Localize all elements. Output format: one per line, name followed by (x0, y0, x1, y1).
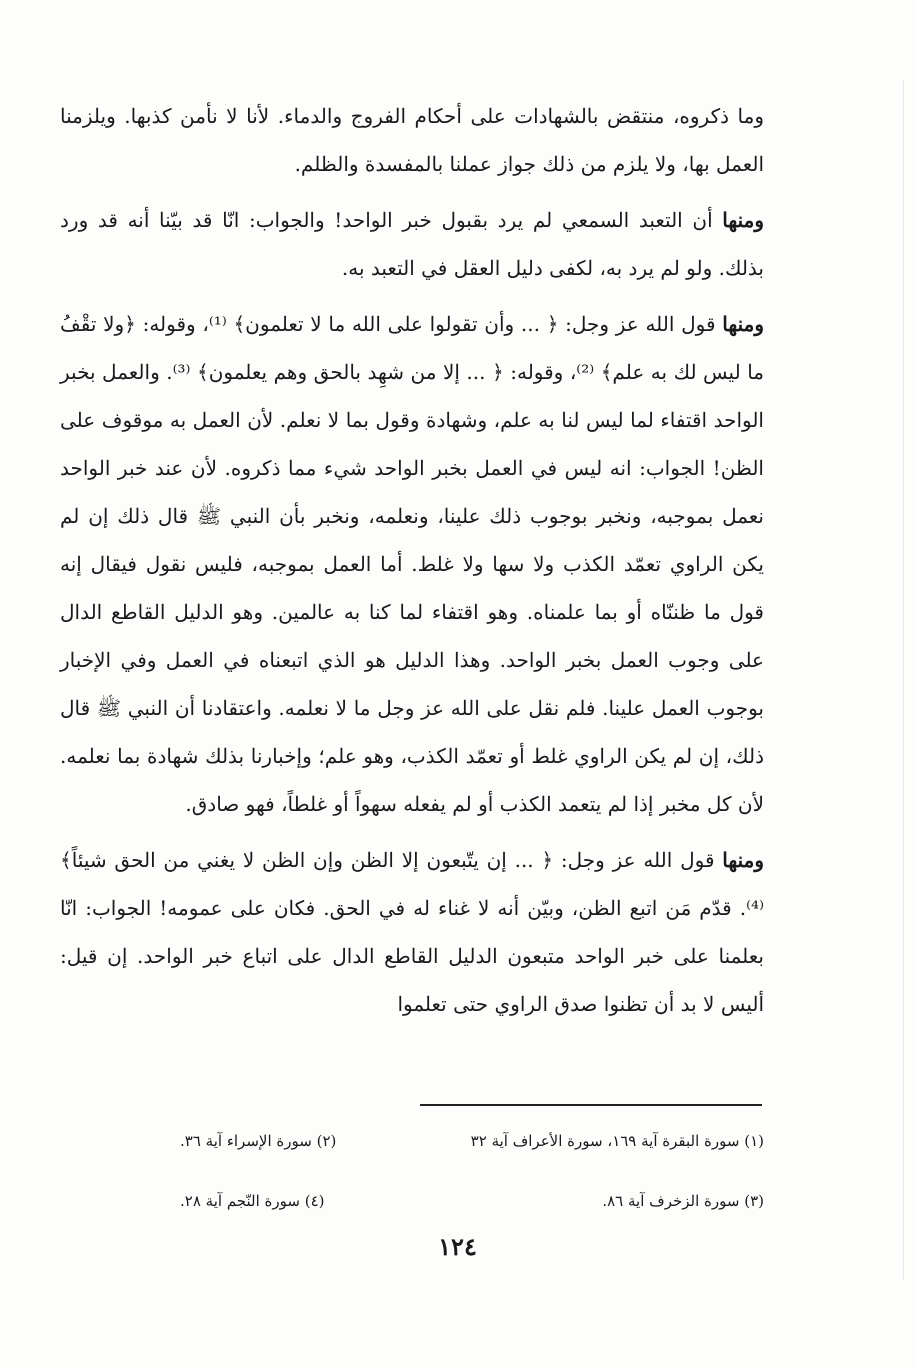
paragraph-text: وما ذكروه، منتقض بالشهادات على أحكام الفروج والدماء. لأنا لا نأمن كذبها. ويلزمنا العمل بها، ولا يلزم من ذلك جواز عملنا بالمفسدة والظلم. (60, 104, 764, 176)
paragraph-2 (60, 196, 764, 292)
footnote-separator (420, 1104, 762, 1106)
footnote-row-2 (60, 1186, 764, 1216)
paragraph-lead: ومنها (722, 312, 765, 336)
body-text (60, 92, 764, 1036)
footnote-1: (١) سورة البقرة آية ١٦٩، سورة الأعراف آية ٣٢ (470, 1132, 764, 1150)
paragraph-4 (60, 836, 764, 1028)
paragraph-lead: ومنها (722, 848, 764, 872)
paragraph-lead: ومنها (722, 208, 764, 232)
paragraph-text: أن التعبد السمعي لم يرد بقبول خبر الواحد! والجواب: انّا قد بيّنا أنه قد ورد بذلك. ولو لم يرد به، لكفى دليل العقل في التعبد به. (60, 208, 764, 280)
paragraph-text: قول الله عز وجل: ﴿ ... إن يتّبعون إلا الظن وإن الظن لا يغني من الحق شيئاً﴾ ⁽⁴⁾. قدّم مَن اتبع الظن، وبيّن أنه لا غناء له في الحق. فكان على عمومه! الجواب: انّا بعلمنا على خبر الواحد متبعون الدليل القاطع الدال على اتباع خبر الواحد. إن قيل: أليس لا بد أن تظنوا صدق الراوي حتى تعلموا (60, 848, 764, 1016)
footnote-2: (٢) سورة الإسراء آية ٣٦. (180, 1132, 337, 1150)
paragraph-1 (60, 92, 764, 188)
footnote-row-1 (60, 1126, 764, 1156)
page-edge-mark (903, 80, 904, 1280)
footnote-3: (٣) سورة الزخرف آية ٨٦. (602, 1192, 764, 1210)
paragraph-3 (60, 300, 764, 828)
footnote-4: (٤) سورة النّجم آية ٢٨. (180, 1192, 325, 1210)
paragraph-text: قول الله عز وجل: ﴿ ... وأن تقولوا على الله ما لا تعلمون﴾ ⁽¹⁾، وقوله: ﴿ولا تقْفُ ما ليس لك به علم﴾ ⁽²⁾، وقوله: ﴿ ... إلا من شهِد بالحق وهم يعلمون﴾ ⁽³⁾. والعمل بخبر الواحد اقتفاء لما ليس لنا به علم، وشهادة وقول بما لا نعلم. لأن العمل به موقوف على الظن! الجواب: انه ليس في العمل بخبر الواحد شيء مما ذكروه. لأن عند خبر الواحد نعمل بموجبه، ونخبر بوجوب ذلك علينا، ونعلمه، ونخبر بأن النبي ﷺ قال ذلك إن لم يكن الراوي تعمّد الكذب ولا سها ولا غلط. أما العمل بموجبه، فليس نقول فيقال إنه قول ما ظننّاه أو بما علمناه. وهو اقتفاء لما كنا به عالمين. وهو الدليل القاطع الدال على وجوب العمل بخبر الواحد. وهذا الدليل هو الذي اتبعناه في العمل وفي الإخبار بوجوب العمل علينا. فلم نقل على الله عز وجل ما لا نعلمه. واعتقادنا أن النبي ﷺ قال ذلك، إن لم يكن الراوي غلط أو تعمّد الكذب، وهو علم؛ وإخبارنا بذلك شهادة بما نعلمه. لأن كل مخبر إذا لم يتعمد الكذب أو لم يفعله سهواً أو غلطاً، فهو صادق. (60, 312, 764, 816)
page-number: ١٢٤ (438, 1232, 477, 1261)
